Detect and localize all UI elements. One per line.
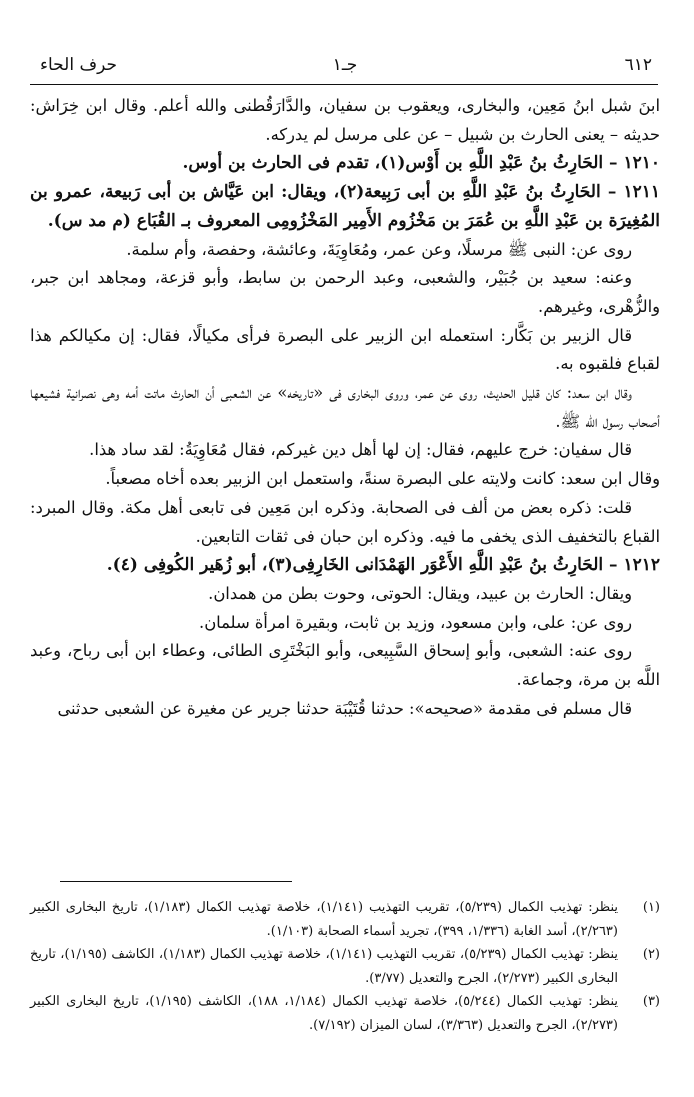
footnote-divider: [60, 881, 292, 882]
footnote: [30, 943, 660, 990]
entry-heading-1212: ١٢١٢ – الحَارِثُ بنُ عَبْدِ اللَّهِ الأَعْوَر الهَمْدَانى الخَارِفِى(٣)، أبو زُهَير الكُوفِى (٤).: [106, 555, 660, 576]
page-number: ٦١٢: [624, 55, 652, 75]
footnote-number: (١): [642, 900, 660, 915]
chapter-title: حرف الحاء: [40, 55, 117, 75]
running-header: [36, 55, 654, 79]
paragraph: روى عن: على، وابن مسعود، وزيد بن ثابت، وبقيرة امرأة سلمان.: [199, 612, 632, 632]
footnote-text: ينظر: تهذيب الكمال (٥/٢٤٤)، خلاصة تهذيب الكمال (١/١٨٤، ١٨٨)، الكاشف (١/١٩٥)، تاريخ البخارى الكبير (٢/٢٧٣)، الجرح والتعديل (٣/٣٦٣)، لسان الميزان (٧/١٩٢).: [30, 994, 619, 1033]
footnotes: [30, 896, 660, 1037]
footnote-text: ينظر: تهذيب الكمال (٥/٢٣٩)، تقريب التهذيب (١/١٤١)، خلاصة تهذيب الكمال (١/١٨٣)، الكاشف (١/١٩٥)، تاريخ البخارى الكبير (٢/٢٧٣)، الجرح والتعديل (٣/٧٧).: [30, 947, 618, 986]
paragraph: قال الزبير بن بَكَّار: استعمله ابن الزبير على البصرة فرأى مكيالًا، فقال: إن مكيالكم هذا لقباع فلقبوه به.: [30, 325, 660, 374]
paragraph: وعنه: سعيد بن جُبَيْر، والشعبى، وعبد الرحمن بن سابط، وأبو قزعة، ومجاهد ابن جبر، والزُّهْرى، وغيرهم.: [30, 268, 660, 316]
paragraph: وقال ابن سعد: كان قليل الحديث، روى عن عمر، وروى البخارى فى «تاريخه» عن الشعبى أن الحارث ماتت أمه وهى نصرانية فشيعها أصحاب رسول الله ﷺ.: [30, 383, 660, 431]
entry-heading-1210: ١٢١٠ – الحَارِثُ بنُ عَبْدِ اللَّهِ بن أَوْس(١)، تقدم فى الحارث بن أوس.: [182, 153, 660, 174]
paragraph: روى عنه: الشعبى، وأبو إسحاق السَّبِيعى، وأبو البَخْتَرِى الطائى، وعطاء ابن أبى رباح، وعبد اللَّه بن مرة، وجماعة.: [30, 641, 660, 690]
footnote-number: (٣): [642, 994, 660, 1009]
entry-heading-1211: ١٢١١ – الحَارِثُ بنُ عَبْدِ اللَّهِ بن أبى رَبِيعة(٢)، ويقال: ابن عَيَّاش بن أبى رَبيعة، عمرو بن المُغِيرَة بن عَبْدِ اللَّهِ بن عُمَرَ بن مَخْزُوم الأَمِير المَخْزُومِى المعروف بـ القُبَاع (م مد س).: [30, 182, 661, 231]
paragraph: قلت: ذكره بعض من ألف فى الصحابة. وذكره ابن مَعِين فى تابعى أهل مكة. وقال المبرد: القباع بالتخفيف الذى يخفى ما فيه. وذكره ابن حبان فى ثقات التابعين.: [30, 497, 660, 546]
paragraph: روى عن: النبى ﷺ مرسلًا، وعن عمر، ومُعَاوِيَةَ، وعائشة، وحفصة، وأم سلمة.: [126, 239, 632, 259]
paragraph: وقال ابن سعد: كانت ولايته على البصرة سنةً، واستعمل ابن الزبير بعده أخاه مصعباً.: [105, 469, 660, 489]
footnote: [30, 896, 660, 943]
paragraph: ويقال: الحارث بن عبيد، ويقال: الحوتى، وحوت بطن من همدان.: [208, 583, 632, 603]
paragraph: قال مسلم فى مقدمة «صحيحه»: حدثنا قُتَيْبَة حدثنا جرير عن مغيرة عن الشعبى حدثنى: [57, 698, 632, 718]
volume-label: جـ١: [332, 55, 358, 75]
footnote-text: ينظر: تهذيب الكمال (٥/٢٣٩)، تقريب التهذيب (١/١٤١)، خلاصة تهذيب الكمال (١/١٨٣)، تاريخ البخارى الكبير (٢/٢٦٣)، أسد الغابة (١/٣٣٦، ٣٩٩)، تجريد أسماء الصحابة (١/١٠٣).: [30, 900, 618, 939]
header-divider: [30, 84, 658, 85]
main-text: [30, 92, 660, 723]
paragraph: قال سفيان: خرج عليهم، فقال: إن لها أهل دين غيركم، فقال مُعَاوِيَةُ: لقد ساد هذا.: [89, 440, 632, 460]
paragraph: ابنَ شبل ابنُ مَعِين، والبخارى، ويعقوب بن سفيان، والدَّارَقُطنى والله أعلم. وقال ابن خِرَاش: حديثه – يعنى الحارث بن شبيل – عن على مرسل لم يدركه.: [30, 96, 660, 144]
footnote-number: (٢): [642, 947, 660, 962]
footnote: [30, 990, 660, 1037]
